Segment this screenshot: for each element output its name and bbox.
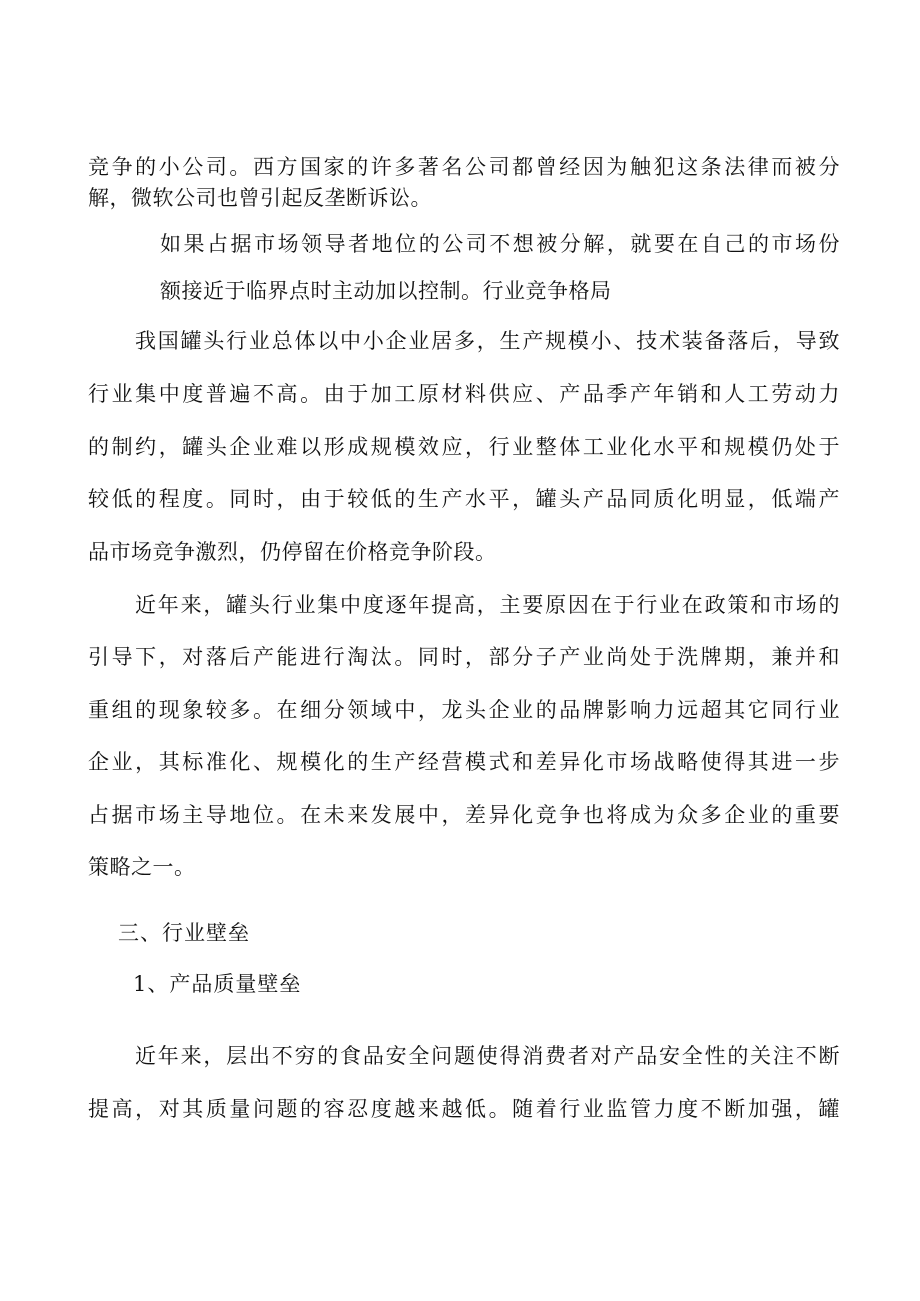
text-line: 企业，其标准化、规模化的生产经营模式和差异化市场战略使得其进一步 [88,750,840,774]
text-line: 重组的现象较多。在细分领域中，龙头企业的品牌影响力远超其它同行业 [88,698,840,722]
text-line: 品市场竞争激烈，仍停留在价格竞争阶段。 [88,540,497,564]
text-line: 较低的程度。同时，由于较低的生产水平，罐头产品同质化明显，低端产 [88,487,840,511]
text-line: 近年来，层出不穷的食品安全问题使得消费者对产品安全性的关注不断 [135,1044,840,1068]
section-heading: 三、行业壁垒 [118,921,250,945]
text-line: 占据市场主导地位。在未来发展中，差异化竞争也将成为众多企业的重要 [88,803,840,827]
text-line: 我国罐头行业总体以中小企业居多，生产规模小、技术装备落后，导致 [135,329,840,353]
text-line: 如果占据市场领导者地位的公司不想被分解，就要在自己的市场份 [160,232,840,256]
text-line: 策略之一。 [88,855,196,879]
text-line: 解，微软公司也曾引起反垄断诉讼。 [88,186,432,210]
subsection-heading: 1、产品质量壁垒 [133,972,302,996]
text-line: 行业集中度普遍不高。由于加工原材料供应、产品季产年销和人工劳动力 [88,382,840,406]
text-line: 近年来，罐头行业集中度逐年提高，主要原因在于行业在政策和市场的 [135,593,840,617]
text-line: 额接近于临界点时主动加以控制。行业竞争格局 [160,279,612,303]
text-line: 引导下，对落后产能进行淘汰。同时，部分子产业尚处于洗牌期，兼并和 [88,645,840,669]
text-line: 竞争的小公司。西方国家的许多著名公司都曾经因为触犯这条法律而被分 [88,155,840,179]
text-line: 提高，对其质量问题的容忍度越来越低。随着行业监管力度不断加强，罐 [88,1097,840,1121]
text-line: 的制约，罐头企业难以形成规模效应，行业整体工业化水平和规模仍处于 [88,435,840,459]
